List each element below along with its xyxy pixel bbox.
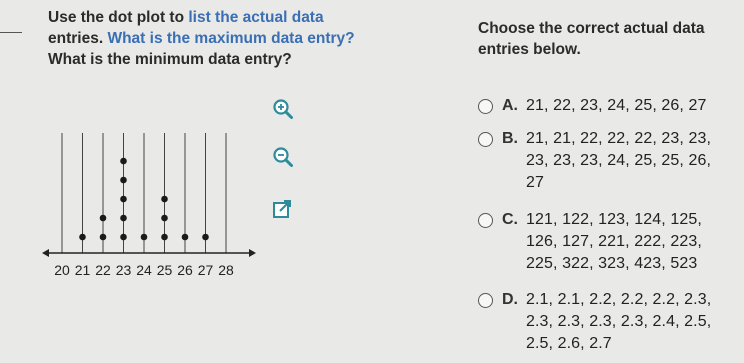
- radio-button-d[interactable]: [478, 293, 493, 308]
- option-line: 21, 22, 23, 24, 25, 26, 27: [526, 97, 707, 114]
- option-a[interactable]: [478, 95, 740, 117]
- option-text: [526, 289, 711, 355]
- option-text: [526, 95, 707, 117]
- option-letter: C.: [502, 211, 518, 228]
- option-line: 225, 322, 323, 423, 523: [526, 255, 698, 272]
- option-b[interactable]: [478, 128, 740, 194]
- tick-label: 24: [136, 262, 152, 278]
- axis-arrow-left: [42, 249, 49, 257]
- data-dot: [161, 196, 168, 203]
- open-external-icon[interactable]: [271, 198, 293, 220]
- tick-label: 23: [115, 262, 132, 278]
- radio-button-a[interactable]: [478, 99, 493, 114]
- question-text-part: Use the dot plot to: [48, 9, 189, 26]
- data-dot: [141, 234, 148, 241]
- data-dot: [100, 215, 107, 222]
- option-line: 21, 21, 22, 22, 22, 23, 23,: [526, 130, 712, 147]
- option-letter: D.: [502, 291, 518, 308]
- tick-label: 28: [218, 262, 234, 278]
- tick-label: 25: [156, 262, 173, 278]
- question-text-part: entries.: [48, 30, 108, 47]
- tick-label: 20: [54, 262, 70, 278]
- answer-options: [478, 95, 740, 355]
- radio-button-c[interactable]: [478, 213, 493, 228]
- data-dot: [120, 158, 127, 165]
- axis-arrow-right: [249, 249, 256, 257]
- tick-label: 22: [95, 262, 111, 278]
- question-highlight: What is the maximum data entry?: [107, 30, 355, 47]
- data-dot: [202, 234, 209, 241]
- tick-label: 21: [74, 262, 91, 278]
- tick-label: 26: [177, 262, 193, 278]
- option-line: 2.3, 2.3, 2.3, 2.3, 2.4, 2.5,: [526, 313, 712, 330]
- data-dot: [120, 196, 127, 203]
- data-dot: [120, 215, 127, 222]
- option-line: 27: [526, 174, 544, 191]
- data-dot: [182, 234, 189, 241]
- option-letter: B.: [502, 130, 518, 147]
- question-highlight: list the actual data: [188, 9, 324, 26]
- option-c[interactable]: [478, 209, 740, 275]
- question-text: [48, 7, 448, 70]
- option-line: 23, 23, 23, 24, 25, 25, 26,: [526, 152, 712, 169]
- option-line: 121, 122, 123, 124, 125,: [526, 211, 702, 228]
- question-text-part: What is the minimum data entry?: [48, 51, 292, 68]
- dot-plot-canvas: [40, 125, 260, 285]
- option-line: 126, 127, 221, 222, 223,: [526, 233, 702, 250]
- radio-button-b[interactable]: [478, 132, 493, 147]
- option-line: 2.1, 2.1, 2.2, 2.2, 2.2, 2.3,: [526, 291, 712, 308]
- data-dot: [100, 234, 107, 241]
- divider: [0, 32, 22, 33]
- option-text: [526, 128, 711, 194]
- option-letter: A.: [502, 97, 518, 114]
- data-dot: [161, 215, 168, 222]
- data-dot: [120, 177, 127, 184]
- data-dot: [79, 234, 86, 241]
- data-dot: [161, 234, 168, 241]
- zoom-out-icon[interactable]: [272, 146, 294, 168]
- option-text: [526, 209, 702, 275]
- tick-label: 27: [197, 262, 214, 278]
- zoom-in-icon[interactable]: [272, 98, 294, 120]
- option-line: 2.5, 2.6, 2.7: [526, 335, 612, 352]
- dot-plot: [40, 125, 260, 290]
- instruction-text: Choose the correct actual data entries below.: [478, 20, 705, 58]
- option-d[interactable]: [478, 289, 740, 355]
- data-dot: [120, 234, 127, 241]
